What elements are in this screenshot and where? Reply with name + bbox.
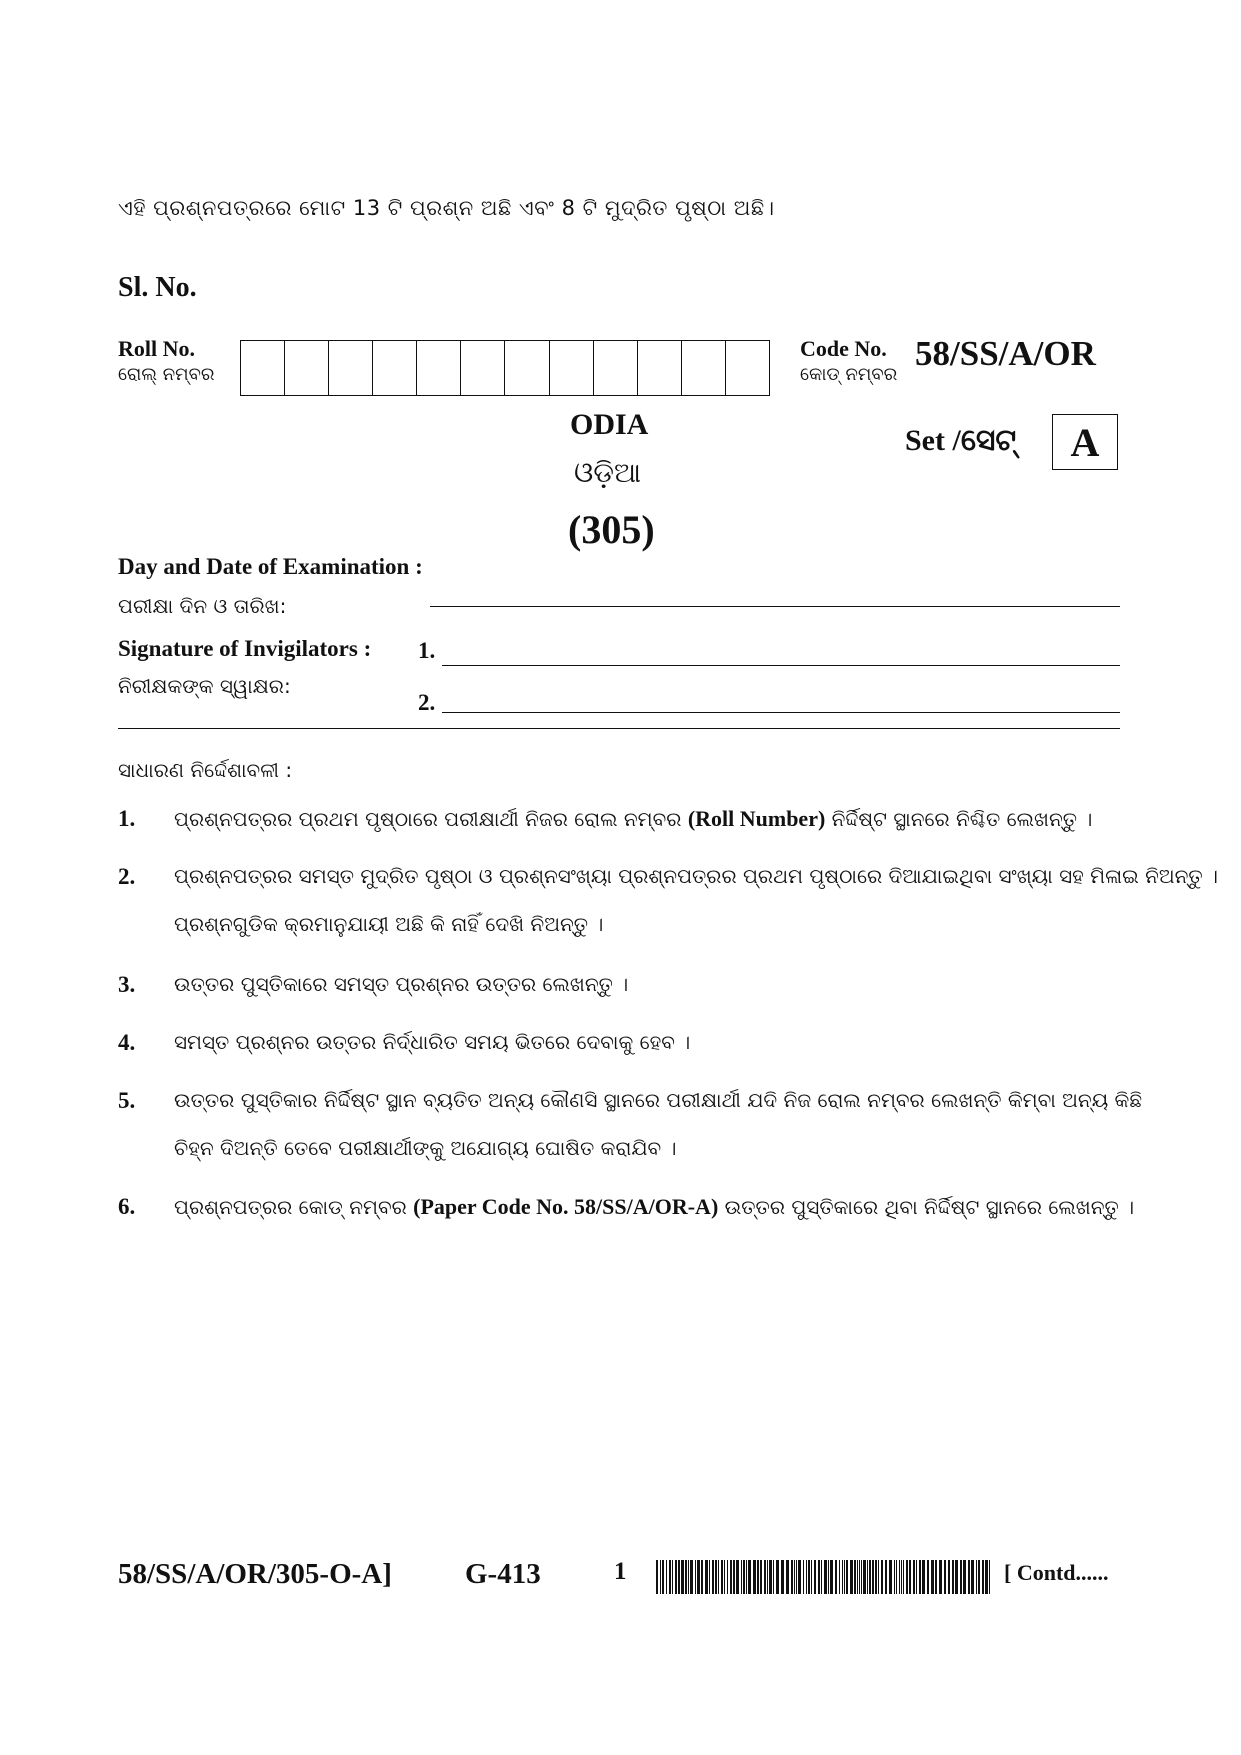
set-value-box: A	[1052, 414, 1118, 470]
roll-number-box[interactable]	[638, 341, 682, 395]
question-count-note: ଏହି ପ୍ରଶ୍ନପତ୍ରରେ ମୋଟ 13 ଟି ପ୍ରଶ୍ନ ଅଛି ଏବଂ 8 ଟି ମୁଦ୍ରିତ ପୃଷ୍ଠା ଅଛି।	[118, 196, 775, 220]
roll-number-boxes[interactable]	[240, 340, 770, 396]
instruction-2-line-1: ପ୍ରଶ୍ନପତ୍ରର ସମସ୍ତ ମୁଦ୍ରିତ ପୃଷ୍ଠା ଓ ପ୍ରଶ୍ନସଂଖ୍ୟା ପ୍ରଶ୍ନପତ୍ରର ପ୍ରଥମ ପୃଷ୍ଠାରେ ଦିଆଯାଇଥିବା ସଂଖ୍ୟା ସହ ମିଳାଇ ନିଅନ୍ତୁ ।	[174, 864, 1219, 888]
roll-number-box[interactable]	[726, 341, 769, 395]
instruction-5-line-1: ଉତ୍ତର ପୁସ୍ତିକାର ନିର୍ଦ୍ଦିଷ୍ଟ ସ୍ଥାନ ବ୍ୟତିତ ଅନ୍ୟ କୌଣସି ସ୍ଥାନରେ ପରୀକ୍ଷାର୍ଥୀ ଯଦି ନିଜ ରୋଲ ନମ୍ବର ଲେଖନ୍ତି କିମ୍ବା ଅନ୍ୟ କିଛି	[174, 1088, 1143, 1112]
exam-date-label: Day and Date of Examination :	[118, 554, 423, 579]
exam-date-field[interactable]	[430, 606, 1120, 607]
serial-number-label: Sl. No.	[118, 272, 197, 303]
subject-name-odia: ଓଡ଼ିଆ	[574, 456, 642, 489]
roll-number-box[interactable]	[373, 341, 417, 395]
invigilator-1-number: 1.	[418, 638, 436, 663]
subject-name: ODIA	[570, 408, 649, 441]
invigilator-signature-label: Signature of Invigilators :	[118, 636, 372, 661]
exam-date-label-odia: ପରୀକ୍ଷା ଦିନ ଓ ତାରିଖ:	[118, 594, 287, 618]
footer-continued: [ Contd......	[1004, 1560, 1109, 1585]
roll-number-box[interactable]	[461, 341, 505, 395]
subject-code: (305)	[568, 507, 655, 552]
instruction-6-pre: ପ୍ରଶ୍ନପତ୍ରର କୋଡ୍ ନମ୍ବର	[174, 1195, 407, 1219]
instruction-3-number: 3.	[118, 972, 136, 997]
barcode-image	[656, 1560, 992, 1594]
invigilator-2-signature-field[interactable]	[442, 712, 1120, 713]
instruction-1-number: 1.	[118, 806, 136, 831]
roll-number-box[interactable]	[682, 341, 726, 395]
roll-number-box[interactable]	[329, 341, 373, 395]
section-divider	[118, 728, 1120, 729]
instructions-heading: ସାଧାରଣ ନିର୍ଦ୍ଦେଶାବଳୀ :	[118, 758, 293, 782]
instruction-1-bold: (Roll Number)	[687, 806, 826, 831]
footer-page-number: 1	[614, 1558, 627, 1585]
roll-number-box[interactable]	[550, 341, 594, 395]
instruction-1-post: ନିର୍ଦ୍ଦିଷ୍ଟ ସ୍ଥାନରେ ନିଶ୍ଚିତ ଲେଖନ୍ତୁ ।	[831, 807, 1093, 831]
instruction-6-text	[174, 1194, 1135, 1220]
instruction-3-text: ଉତ୍ତର ପୁସ୍ତିକାରେ ସମସ୍ତ ପ୍ରଶ୍ନର ଉତ୍ତର ଲେଖନ୍ତୁ ।	[174, 972, 629, 996]
roll-number-box[interactable]	[505, 341, 549, 395]
roll-number-box[interactable]	[241, 341, 285, 395]
set-label: Set /ସେଟ୍	[905, 424, 1017, 457]
code-number-label-odia: କୋଡ୍ ନମ୍ବର	[800, 364, 898, 385]
footer-series-code: G-413	[465, 1558, 541, 1590]
roll-number-box[interactable]	[417, 341, 461, 395]
code-number-label: Code No.	[800, 336, 887, 361]
instruction-2-number: 2.	[118, 864, 136, 889]
instruction-2-line-2: ପ୍ରଶ୍ନଗୁଡିକ କ୍ରମାନୁଯାୟୀ ଅଛି କି ନାହିଁ ଦେଖି ନିଅନ୍ତୁ ।	[174, 912, 604, 936]
roll-number-box[interactable]	[285, 341, 329, 395]
instruction-4-text: ସମସ୍ତ ପ୍ରଶ୍ନର ଉତ୍ତର ନିର୍ଦ୍ଧାରିତ ସମୟ ଭିତରେ ଦେବାକୁ ହେବ ।	[174, 1030, 691, 1054]
invigilator-1-signature-field[interactable]	[442, 665, 1120, 666]
invigilator-signature-label-odia: ନିରୀକ୍ଷକଙ୍କ ସ୍ୱାକ୍ଷର:	[118, 674, 291, 698]
instruction-5-number: 5.	[118, 1088, 136, 1113]
roll-number-label: Roll No.	[118, 336, 195, 361]
instruction-1-pre: ପ୍ରଶ୍ନପତ୍ରର ପ୍ରଥମ ପୃଷ୍ଠାରେ ପରୀକ୍ଷାର୍ଥୀ ନିଜର ରୋଲ ନମ୍ବର	[174, 807, 682, 831]
roll-number-box[interactable]	[594, 341, 638, 395]
instruction-6-post: ଉତ୍ତର ପୁସ୍ତିକାରେ ଥିବା ନିର୍ଦ୍ଦିଷ୍ଟ ସ୍ଥାନରେ ଲେଖନ୍ତୁ ।	[724, 1195, 1135, 1219]
instruction-5-line-2: ଚିହ୍ନ ଦିଅନ୍ତି ତେବେ ପରୀକ୍ଷାର୍ଥୀଙ୍କୁ ଅଯୋଗ୍ୟ ଘୋଷିତ କରାଯିବ ।	[174, 1136, 677, 1160]
instruction-1-text	[174, 806, 1122, 832]
roll-number-label-odia: ରୋଲ୍ ନମ୍ବର	[118, 364, 215, 385]
instruction-4-number: 4.	[118, 1030, 136, 1055]
instruction-6-bold: (Paper Code No. 58/SS/A/OR-A)	[413, 1194, 719, 1219]
invigilator-2-number: 2.	[418, 690, 436, 715]
instruction-6-number: 6.	[118, 1194, 136, 1219]
footer-paper-code: 58/SS/A/OR/305-O-A]	[118, 1558, 392, 1590]
code-number-value: 58/SS/A/OR	[915, 334, 1096, 373]
